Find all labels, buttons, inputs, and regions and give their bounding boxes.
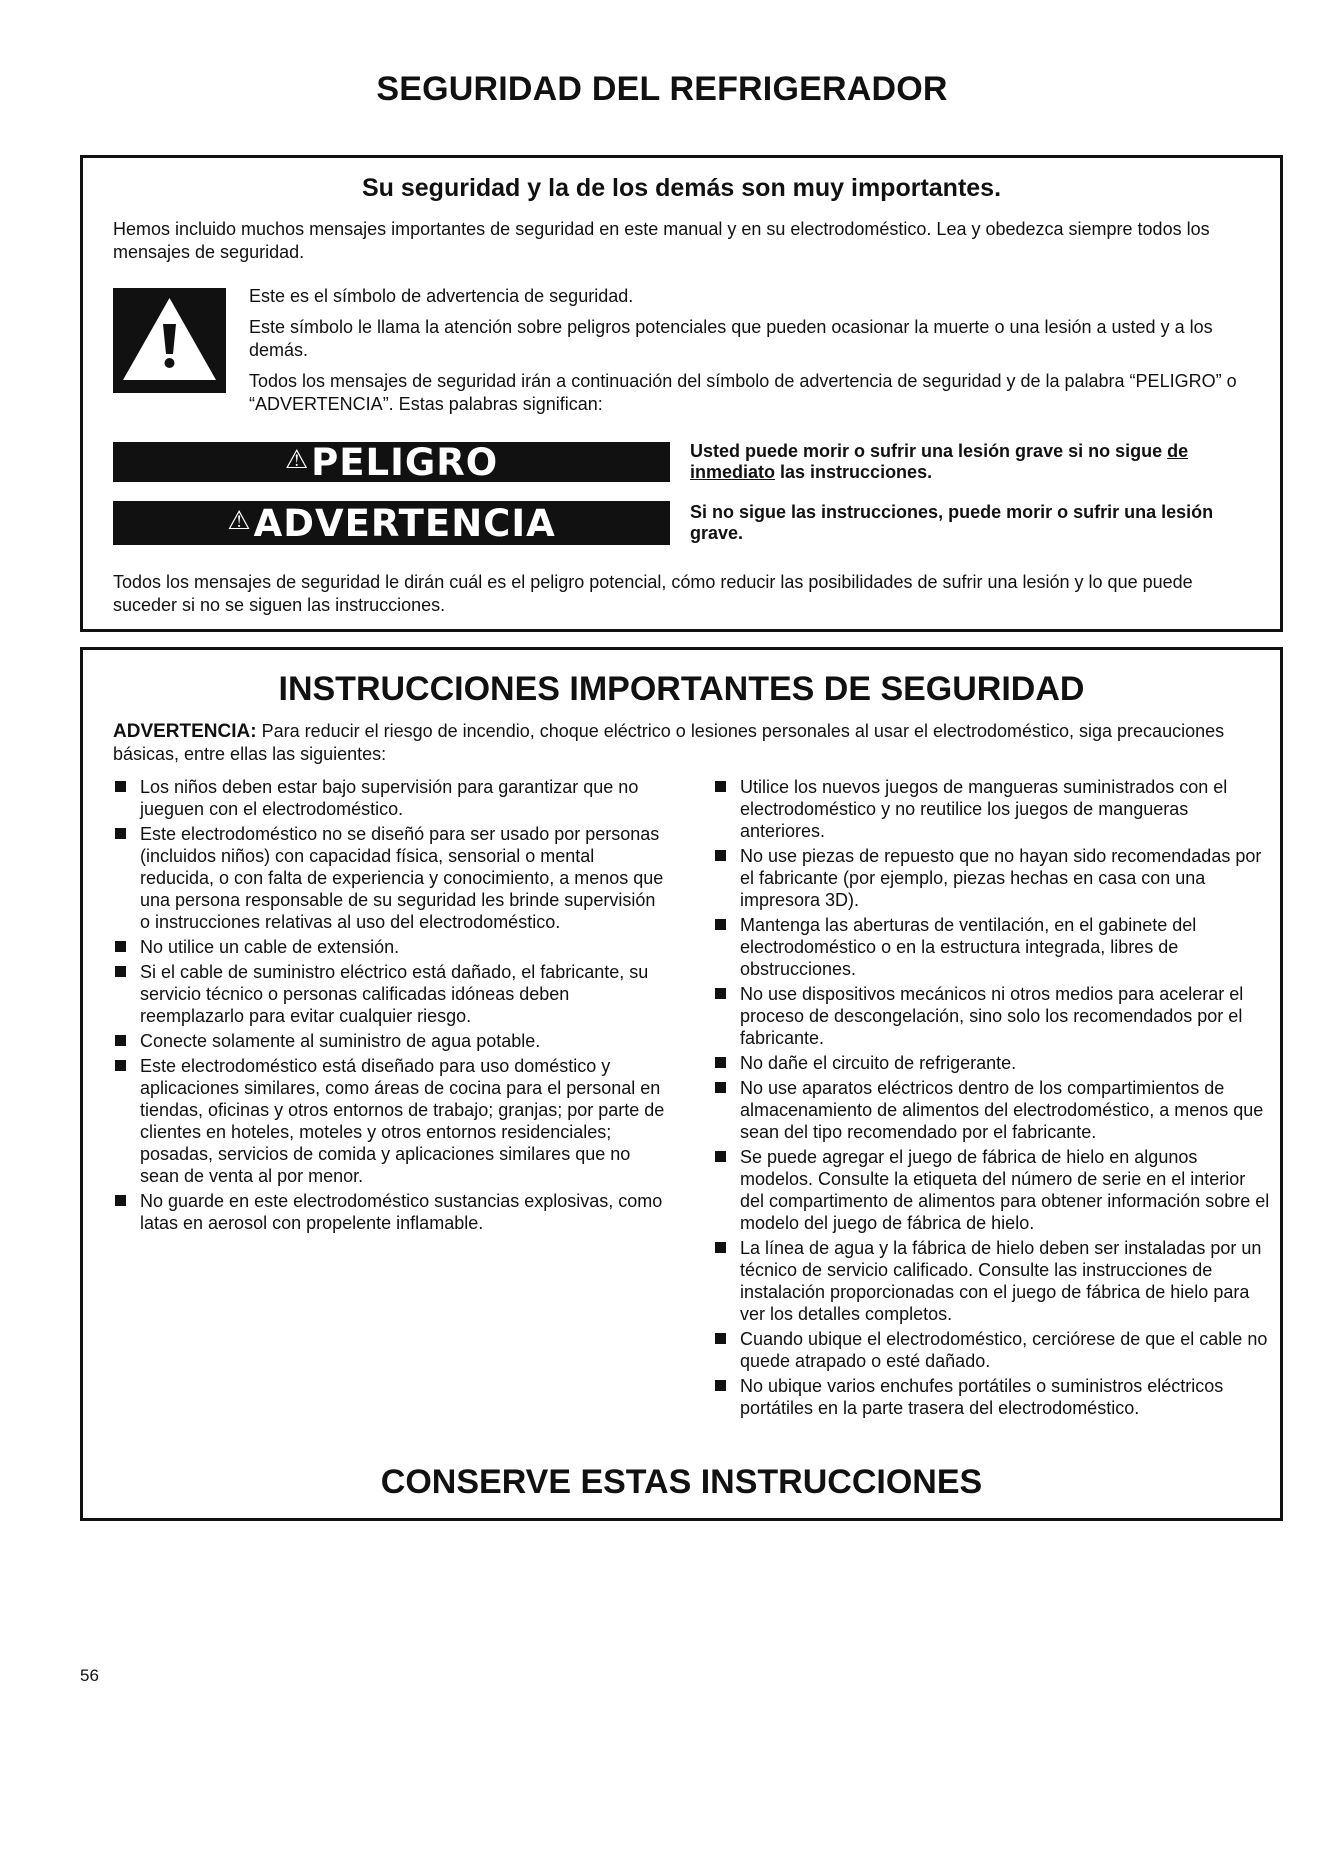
list-item-text: No use piezas de repuesto que no hayan sido recomendadas por el fabricante (por ejemplo, piezas hechas en casa con una impresora 3D).: [740, 846, 1262, 910]
list-item-text: Mantenga las aberturas de ventilación, en el gabinete del electrodoméstico o en la estructura integrada, libres de obstrucciones.: [740, 915, 1197, 979]
square-bullet-icon: [115, 781, 126, 792]
square-bullet-icon: [715, 1151, 726, 1162]
list-item-text: Los niños deben estar bajo supervisión para garantizar que no jueguen con el electrodoméstico.: [140, 777, 639, 819]
peligro-desc-text: Usted puede morir o sufrir una lesión grave si no sigue: [690, 441, 1168, 461]
list-item: [713, 1328, 1273, 1372]
square-bullet-icon: [115, 1035, 126, 1046]
list-item: [713, 914, 1273, 980]
advertencia-label: ADVERTENCIA: [253, 501, 556, 545]
list-item-text: No use dispositivos mecánicos ni otros medios para acelerar el proceso de descongelación, sino solo los recomendados por el fabricante.: [740, 984, 1244, 1048]
page-number: 56: [80, 1666, 99, 1685]
list-item-text: Este electrodoméstico no se diseñó para ser usado por personas (incluidos niños) con capacidad física, sensorial o mental reducida, o con falta de experiencia y conocimiento, a menos que una persona responsable de su seguridad les brinde supervisión o instrucciones relativas al uso del electrodoméstico.: [140, 824, 664, 932]
warning-label: ADVERTENCIA:: [113, 721, 257, 742]
square-bullet-icon: [715, 1057, 726, 1068]
instructions-right-column: [713, 776, 1273, 1422]
list-item: [713, 845, 1273, 911]
list-item-text: Cuando ubique el electrodoméstico, cerciórese de que el cable no quede atrapado o esté dañado.: [740, 1329, 1268, 1371]
warning-triangle-icon: ⚠: [284, 445, 310, 475]
safety-alert-icon: [113, 288, 226, 393]
symbol-line: Este símbolo le llama la atención sobre peligros potenciales que pueden ocasionar la muerte o una lesión a usted y a los demás.: [249, 317, 1213, 360]
list-item: [113, 776, 668, 820]
list-item: [713, 1375, 1273, 1419]
list-item: [113, 961, 668, 1027]
advertencia-description: Si no sigue las instrucciones, puede morir o sufrir una lesión grave.: [690, 502, 1214, 543]
square-bullet-icon: [715, 781, 726, 792]
square-bullet-icon: [715, 850, 726, 861]
safety-message-box: [80, 155, 1283, 632]
square-bullet-icon: [715, 1380, 726, 1391]
left-list: [113, 776, 668, 1234]
list-item: [713, 1052, 1273, 1074]
list-item-text: Se puede agregar el juego de fábrica de hielo en algunos modelos. Consulte la etiqueta del número de serie en el interior del compartimento de alimentos para obtener información sobre el modelo del juego de fábrica de hielo.: [740, 1147, 1270, 1233]
warning-text: Para reducir el riesgo de incendio, choque eléctrico o lesiones personales al usar el electrodoméstico, siga precauciones básicas, entre ellas las siguientes:: [113, 721, 1225, 764]
list-item-text: Conecte solamente al suministro de agua potable.: [140, 1031, 541, 1051]
list-item-text: No utilice un cable de extensión.: [140, 937, 400, 957]
symbol-line: Este es el símbolo de advertencia de seguridad.: [249, 286, 634, 306]
peligro-banner: [113, 442, 670, 482]
list-item-text: No use aparatos eléctricos dentro de los compartimientos de almacenamiento de alimentos del electrodoméstico, a menos que sean del tipo recomendado por el fabricante.: [740, 1078, 1264, 1142]
square-bullet-icon: [715, 1082, 726, 1093]
list-item: [113, 1190, 668, 1234]
safety-heading: Su seguridad y la de los demás son muy importantes.: [361, 174, 1002, 202]
list-item: [113, 936, 668, 958]
square-bullet-icon: [115, 941, 126, 952]
warning-triangle-icon: ⚠: [227, 506, 252, 536]
peligro-desc-underlined: de inmediato: [690, 441, 1189, 482]
closing-heading: CONSERVE ESTAS INSTRUCCIONES: [380, 1463, 983, 1501]
square-bullet-icon: [715, 919, 726, 930]
list-item-text: Si el cable de suministro eléctrico está dañado, el fabricante, su servicio técnico o personas calificadas idóneas deben reemplazarlo para evitar cualquier riesgo.: [140, 962, 649, 1026]
square-bullet-icon: [715, 988, 726, 999]
list-item: [113, 1030, 668, 1052]
page-title: SEGURIDAD DEL REFRIGERADOR: [376, 70, 948, 108]
list-item-text: No ubique varios enchufes portátiles o suministros eléctricos portátiles en la parte trasera del electrodoméstico.: [740, 1376, 1224, 1418]
list-item-text: No guarde en este electrodoméstico sustancias explosivas, como latas en aerosol con propelente inflamable.: [140, 1191, 663, 1233]
instructions-box: [80, 647, 1283, 1521]
list-item: [113, 1055, 668, 1187]
square-bullet-icon: [115, 828, 126, 839]
warning-intro: [113, 720, 1253, 765]
square-bullet-icon: [115, 1195, 126, 1206]
list-item: [713, 1237, 1273, 1325]
symbol-explanation: [249, 285, 1249, 424]
safety-intro: Hemos incluido muchos mensajes importantes de seguridad en este manual y en su electrodoméstico. Lea y obedezca siempre todos los mensajes de seguridad.: [113, 219, 1210, 262]
square-bullet-icon: [115, 966, 126, 977]
list-item: [713, 1146, 1273, 1234]
list-item-text: Este electrodoméstico está diseñado para uso doméstico y aplicaciones similares, como áreas de cocina para el personal en tiendas, oficinas y otros entornos de trabajo; granjas; por parte de clientes en hoteles, moteles y otros entornos residenciales; posadas, servicios de comida y aplicaciones similares que no sean de venta al por menor.: [140, 1056, 665, 1186]
peligro-label: PELIGRO: [311, 440, 499, 484]
symbol-line: Todos los mensajes de seguridad irán a continuación del símbolo de advertencia de seguridad y de la palabra “PELIGRO” o “ADVERTENCIA”. Estas palabras significan:: [249, 371, 1237, 414]
peligro-desc-text-end: las instrucciones.: [775, 462, 933, 482]
instructions-heading: INSTRUCCIONES IMPORTANTES DE SEGURIDAD: [278, 670, 1085, 708]
right-list: [713, 776, 1273, 1419]
list-item-text: No dañe el circuito de refrigerante.: [740, 1053, 1017, 1073]
peligro-description: [690, 441, 1250, 483]
instructions-left-column: [113, 776, 668, 1237]
list-item: [713, 1077, 1273, 1143]
list-item-text: Utilice los nuevos juegos de mangueras suministrados con el electrodoméstico y no reutilice los juegos de mangueras anteriores.: [740, 777, 1228, 841]
square-bullet-icon: [115, 1060, 126, 1071]
square-bullet-icon: [715, 1333, 726, 1344]
list-item: [113, 823, 668, 933]
safety-outro: Todos los mensajes de seguridad le dirán cuál es el peligro potencial, cómo reducir las posibilidades de sufrir una lesión y lo que puede suceder si no se siguen las instrucciones.: [113, 572, 1193, 615]
square-bullet-icon: [715, 1242, 726, 1253]
advertencia-banner: [113, 501, 670, 545]
list-item: [713, 983, 1273, 1049]
list-item-text: La línea de agua y la fábrica de hielo deben ser instaladas por un técnico de servicio calificado. Consulte las instrucciones de instalación proporcionadas con el juego de fábrica de hielo para ver los detalles completos.: [740, 1238, 1262, 1324]
list-item: [713, 776, 1273, 842]
